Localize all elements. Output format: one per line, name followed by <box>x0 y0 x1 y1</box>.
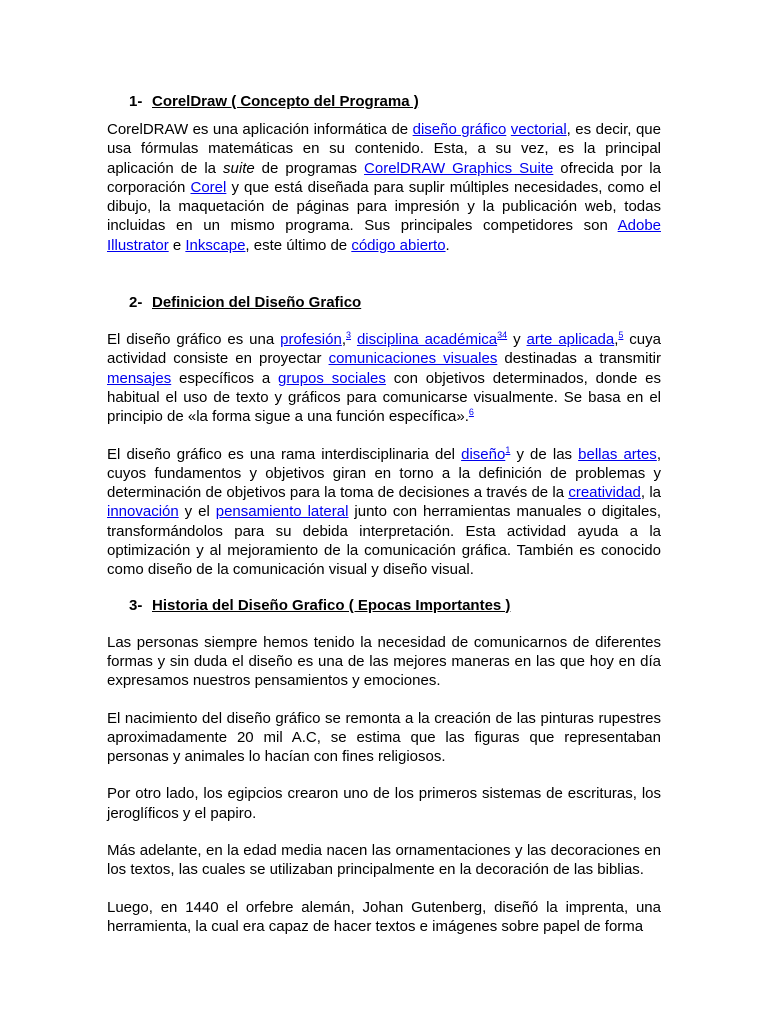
text: y de las <box>510 445 579 463</box>
footnote-link[interactable]: 6 <box>468 407 474 418</box>
link-corel[interactable]: Corel <box>190 178 227 196</box>
document-content <box>107 92 661 936</box>
link-diseno-grafico[interactable]: diseño gráfico <box>412 121 507 138</box>
footnote-link[interactable]: 34 <box>497 330 508 341</box>
footnote-link[interactable]: 1 <box>505 444 511 455</box>
footnote-link[interactable]: 3 <box>346 330 352 341</box>
paragraph-historia-5: Luego, en 1440 el orfebre alemán, Johan Gutenberg, diseñó la imprenta, una herramienta, la cual era capaz de hacer textos e imágenes sobre papel de forma <box>107 898 661 935</box>
text: CorelDRAW es una aplicación informática de <box>107 121 413 138</box>
text: El diseño gráfico es una rama interdisciplinaria del <box>107 445 462 463</box>
text: , este último de <box>245 236 352 254</box>
text: e <box>168 236 186 254</box>
link-pensamiento-lateral[interactable]: pensamiento lateral <box>215 503 349 521</box>
text: y que está diseñada para suplir múltiples necesidades, como el dibujo, la maquetación de páginas para impresión y la publicación web, todas incluidas en un mismo programa. Sus principales competidores son <box>107 178 661 235</box>
text: , cuyos fundamentos y objetivos giran en torno a la definición de problemas y determinación de objetivos para la toma de decisiones a través de la <box>107 445 661 502</box>
link-creatividad[interactable]: creatividad <box>568 484 641 502</box>
link-disciplina-academica[interactable]: disciplina académica <box>356 331 498 349</box>
paragraph-historia-4: Más adelante, en la edad media nacen las ornamentaciones y las decoraciones en los textos, las cuales se utilizaban principalmente en la decoración de las biblias. <box>107 842 661 879</box>
section-heading-1 <box>129 92 661 111</box>
link-grupos-sociales[interactable]: grupos sociales <box>278 369 386 387</box>
link-codigo-abierto[interactable]: código abierto <box>351 236 446 254</box>
text: destinadas a transmitir <box>497 350 661 368</box>
text: y <box>507 331 527 349</box>
section-number: 2- <box>129 294 143 312</box>
text: con objetivos determinados, donde es habitual el uso de texto y gráficos para comunicarse visualmente. Se basa en el principio de «la forma sigue a una función específica». <box>107 369 661 426</box>
section-title: CorelDraw ( Concepto del Programa ) <box>152 93 419 110</box>
link-bellas-artes[interactable]: bellas artes <box>578 445 657 463</box>
link-coreldraw-graphics-suite[interactable]: CorelDRAW Graphics Suite <box>364 159 554 177</box>
section-number: 1- <box>129 93 143 110</box>
text: El diseño gráfico es una <box>107 331 281 349</box>
text: , <box>341 331 346 349</box>
text: junto con herramientas manuales o digitales, transformándolos para su debida interpretación. Esta actividad ayuda a la optimización y al mejoramiento de la comunicación gráfica. También es conocido como diseño de la comunicación visual y diseño visual. <box>107 503 661 579</box>
text: . <box>445 236 450 254</box>
text: cuya actividad consiste en proyectar <box>107 331 661 368</box>
paragraph-definicion-2 <box>107 445 661 580</box>
paragraph-coreldraw <box>107 120 661 255</box>
italic-suite: suite <box>223 159 255 177</box>
paragraph-historia-2: El nacimiento del diseño gráfico se remonta a la creación de las pinturas rupestres aproximadamente 20 mil A.C, se estima que las figuras que representaban personas y animales lo hacían con fines religiosos. <box>107 709 661 766</box>
link-mensajes[interactable]: mensajes <box>107 369 172 387</box>
paragraph-definicion-1 <box>107 330 661 426</box>
section-title: Definicion del Diseño Grafico <box>152 294 362 312</box>
section-heading-2 <box>129 293 661 312</box>
link-vectorial[interactable]: vectorial <box>510 121 567 138</box>
text: específicos a <box>171 369 279 387</box>
text: , es decir, que usa fórmulas matemáticas en su contenido. Esta, a su vez, es la principal aplicación de la <box>107 121 661 177</box>
text: ofrecida por la corporación <box>107 159 661 196</box>
section-heading-3 <box>129 596 661 615</box>
text: , la <box>640 484 661 502</box>
text: , <box>614 331 619 349</box>
paragraph-historia-1: Las personas siempre hemos tenido la necesidad de comunicarnos de diferentes formas y sin duda el diseño es una de las mejores maneras en las que hoy en día expresamos nuestros pensamientos y emociones. <box>107 633 661 690</box>
text: y el <box>178 503 216 521</box>
link-arte-aplicada[interactable]: arte aplicada <box>526 331 615 349</box>
link-adobe-illustrator[interactable]: Adobe Illustrator <box>107 217 661 254</box>
text: de programas <box>254 159 365 177</box>
section-number: 3- <box>129 596 143 614</box>
link-innovacion[interactable]: innovación <box>107 503 179 521</box>
paragraph-historia-3: Por otro lado, los egipcios crearon uno de los primeros sistemas de escrituras, los jeroglíficos y el papiro. <box>107 785 661 822</box>
link-inkscape[interactable]: Inkscape <box>185 236 246 254</box>
link-profesion[interactable]: profesión <box>280 331 342 349</box>
footnote-link[interactable]: 5 <box>618 330 624 341</box>
link-comunicaciones-visuales[interactable]: comunicaciones visuales <box>328 350 498 368</box>
section-title: Historia del Diseño Grafico ( Epocas Importantes ) <box>152 596 511 614</box>
link-diseno[interactable]: diseño <box>461 445 506 463</box>
